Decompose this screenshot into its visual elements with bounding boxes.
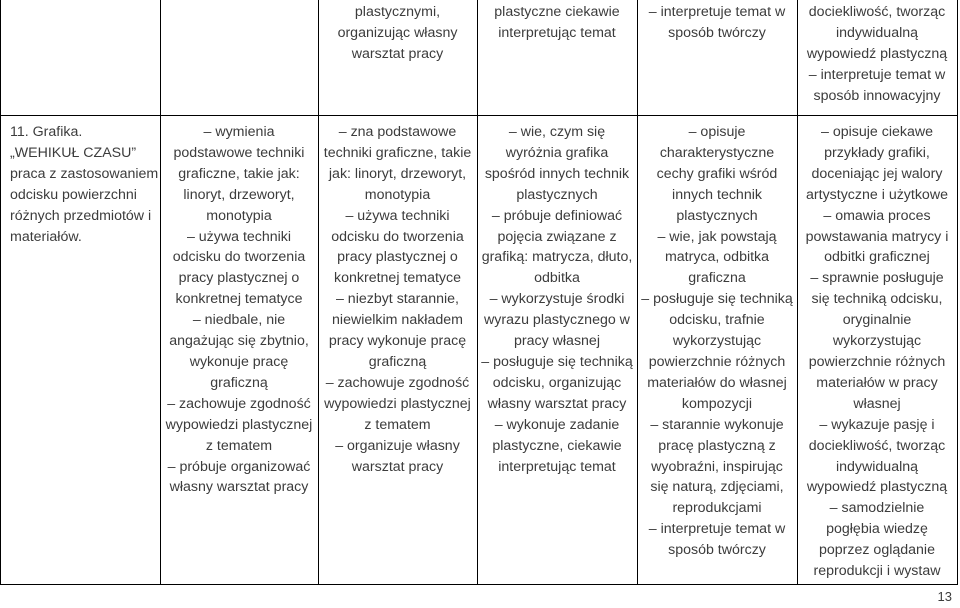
cell-text-line: plastycznych xyxy=(676,207,758,224)
cell-text-line: monotypia xyxy=(364,186,431,203)
cell-text-line: przykłady grafiki, xyxy=(824,144,930,161)
top-cell-col5 xyxy=(637,2,797,44)
cell-text-line: indywidualną xyxy=(835,458,919,475)
cell-text-line: podstawowe techniki xyxy=(173,144,305,161)
cell-text-line: sposób twórczy xyxy=(668,542,766,559)
cell-text-line: powstawania matrycy i xyxy=(805,228,949,245)
cell-text-line: oryginalnie xyxy=(842,312,912,329)
cell-text-line: pogłębia wiedzę xyxy=(826,521,928,538)
cell-text-line: techniki graficzne, takie xyxy=(323,144,472,161)
top-cell-col3 xyxy=(318,2,477,65)
cell-text-line: – zachowuje zgodność xyxy=(167,395,311,412)
cell-text-line: – niedbale, nie xyxy=(192,312,286,329)
cell-text-line: wypowiedź plastyczną xyxy=(806,479,948,496)
table-border-bottom xyxy=(0,584,958,585)
cell-text-line: wypowiedzi plastycznej xyxy=(324,395,471,412)
cell-text-line: graficzną xyxy=(210,374,268,391)
cell-text-line: doceniając jej walory xyxy=(811,165,943,182)
cell-text-line: graficzną xyxy=(368,353,427,370)
cell-text-line: organizując własny xyxy=(337,24,458,41)
cell-text-line: odcisku, trafnie xyxy=(669,312,765,329)
cell-text-line: – organizuje własny xyxy=(335,437,460,454)
cell-text-line: cechy grafiki wśród xyxy=(656,165,778,182)
cell-text-line: wyobraźni, inspirując xyxy=(651,458,783,475)
cell-text-line: pracy plastycznej o xyxy=(337,249,458,266)
cell-text-line: się techniką odcisku, xyxy=(811,291,943,308)
cell-text-line: z tematem xyxy=(364,416,431,433)
cell-text-line: – opisuje xyxy=(688,124,746,140)
cell-text-line: plastycznych xyxy=(516,186,598,203)
cell-text-line: matryca, odbitka xyxy=(664,249,770,266)
page-number: 13 xyxy=(937,589,952,604)
cell-text-line: warsztat pracy xyxy=(351,458,444,475)
cell-text-line: różnych przedmiotów i xyxy=(10,207,152,224)
cell-text-line: powierzchnie różnych xyxy=(648,353,786,370)
cell-text-line: – używa techniki xyxy=(186,228,292,245)
cell-text-line: – posługuje się techniką xyxy=(481,353,633,370)
cell-text-line: monotypia xyxy=(206,207,272,224)
cell-text-line: artystyczne i użytkowe xyxy=(806,186,948,203)
grade-dostateczna-cell xyxy=(318,122,477,477)
cell-text-line: dociekliwość, tworząc xyxy=(808,437,946,454)
cell-text-line: – wykazuje pasję i xyxy=(819,416,935,433)
cell-text-line: konkretnej tematyce xyxy=(334,270,461,287)
cell-text-line: – interpretuje temat w xyxy=(648,521,786,538)
cell-text-line: – próbuje organizować xyxy=(167,458,311,475)
cell-text-line: – zachowuje zgodność xyxy=(325,374,470,391)
cell-text-line: – samodzielnie xyxy=(829,500,925,517)
cell-text-line: – sprawnie posługuje xyxy=(810,270,944,287)
table-border-right xyxy=(957,0,958,585)
grade-dopuszczajaca-cell xyxy=(160,122,318,498)
cell-text-line: dociekliwość, tworząc xyxy=(808,4,946,20)
cell-text-line: sposób twórczy xyxy=(668,24,766,41)
cell-text-line: wyróżnia grafika xyxy=(505,144,609,161)
table-row-divider xyxy=(0,115,958,116)
grade-bardzo-dobra-cell xyxy=(637,122,797,561)
cell-text-line: grafiką: matrycza, dłuto, xyxy=(481,249,633,266)
cell-text-line: – wie, czym się xyxy=(508,124,606,140)
cell-text-line: powierzchnie różnych xyxy=(808,353,946,370)
cell-text-line: – próbuje definiować xyxy=(491,207,623,224)
cell-text-line: materiałów. xyxy=(10,228,82,245)
cell-text-line: – starannie wykonuje xyxy=(650,416,784,433)
cell-text-line: konkretnej tematyce xyxy=(175,291,303,308)
cell-text-line: warsztat pracy xyxy=(351,45,444,62)
table-border-left xyxy=(0,0,1,585)
cell-text-line: własny warsztat pracy xyxy=(169,479,309,496)
cell-text-line: niewielkim nakładem xyxy=(332,312,463,329)
cell-text-line: „WEHIKUŁ CZASU” xyxy=(10,144,137,161)
cell-text-line: praca z zastosowaniem xyxy=(10,165,159,182)
cell-text-line: graficzne, takie jak: xyxy=(178,165,300,182)
grade-celujaca-cell xyxy=(797,122,957,582)
cell-text-line: angażując się zbytnio, xyxy=(169,333,309,350)
cell-text-line: pojęcia związane z xyxy=(497,228,617,245)
cell-text-line: kompozycji xyxy=(681,395,753,412)
cell-text-line: – posługuje się techniką xyxy=(641,291,793,308)
cell-text-line: wypowiedzi plastycznej xyxy=(165,416,313,433)
top-cell-col6 xyxy=(797,2,957,107)
cell-text-line: materiałów do własnej xyxy=(647,374,787,391)
cell-text-line: wykonuje pracę xyxy=(189,353,289,370)
cell-text-line: własny warsztat pracy xyxy=(487,395,627,412)
cell-text-line: wyrazu plastycznego w xyxy=(484,312,630,329)
cell-text-line: – interpretuje temat w xyxy=(648,4,786,20)
cell-text-line: wykorzystując xyxy=(832,333,922,350)
cell-text-line: plastyczne, ciekawie xyxy=(492,437,622,454)
cell-text-line: interpretując temat xyxy=(498,458,616,475)
cell-text-line: – zna podstawowe xyxy=(338,124,457,140)
cell-text-line: – wie, jak powstają xyxy=(657,228,777,245)
cell-text-line: – wykorzystuje środki xyxy=(489,291,625,308)
cell-text-line: reprodukcji i wystaw xyxy=(813,563,941,580)
lesson-topic-cell xyxy=(10,122,160,247)
cell-text-line: – niezbyt starannie, xyxy=(335,291,460,308)
cell-text-line: linoryt, drzeworyt, xyxy=(183,186,295,203)
cell-text-line: – omawia proces xyxy=(823,207,931,224)
cell-text-line: materiałów w pracy xyxy=(816,374,938,391)
cell-text-line: odcisku do tworzenia xyxy=(331,228,464,245)
cell-text-line: z tematem xyxy=(205,437,273,454)
cell-text-line: odbitka xyxy=(534,270,580,287)
cell-text-line: graficzna xyxy=(688,270,746,287)
cell-text-line: – interpretuje temat w xyxy=(808,66,946,83)
cell-text-line: odcisku do tworzenia xyxy=(172,249,306,266)
cell-text-line: wypowiedź plastyczną xyxy=(806,45,948,62)
cell-text-line: pracy wykonuje pracę xyxy=(328,333,467,350)
cell-text-line: własnej xyxy=(853,395,901,412)
cell-text-line: się naturą, zdjęciami, xyxy=(650,479,784,496)
cell-text-line: – używa techniki xyxy=(345,207,450,224)
cell-text-line: odcisku powierzchni xyxy=(10,186,137,203)
top-cell-col4 xyxy=(477,2,637,44)
cell-text-line: interpretując temat xyxy=(498,24,616,41)
cell-text-line: indywidualną xyxy=(835,24,919,41)
cell-text-line: jak: linoryt, drzeworyt, xyxy=(328,165,467,182)
cell-text-line: charakterystyczne xyxy=(659,144,775,161)
cell-text-line: – opisuje ciekawe xyxy=(821,124,933,140)
cell-text-line: plastycznymi, xyxy=(354,4,441,20)
cell-text-line: wykorzystując xyxy=(672,333,762,350)
cell-text-line: – wykonuje zadanie xyxy=(494,416,620,433)
cell-text-line: plastyczne ciekawie xyxy=(494,4,620,20)
cell-text-line: odcisku, organizując xyxy=(492,374,622,391)
cell-text-line: pracy własnej xyxy=(514,333,600,350)
cell-text-line: pracę plastyczną z xyxy=(658,437,776,454)
cell-text-line: reprodukcjami xyxy=(672,500,762,517)
grade-dobra-cell xyxy=(477,122,637,477)
cell-text-line: – wymienia xyxy=(203,124,275,140)
cell-text-line: odbitki graficznej xyxy=(824,249,930,266)
cell-text-line: sposób innowacyjny xyxy=(813,87,941,104)
cell-text-line: spośród innych technik xyxy=(484,165,630,182)
cell-text-line: pracy plastycznej o xyxy=(178,270,300,287)
cell-text-line: 11. Grafika. xyxy=(10,124,83,140)
cell-text-line: poprzez oglądanie xyxy=(819,542,935,559)
cell-text-line: innych technik xyxy=(672,186,762,203)
